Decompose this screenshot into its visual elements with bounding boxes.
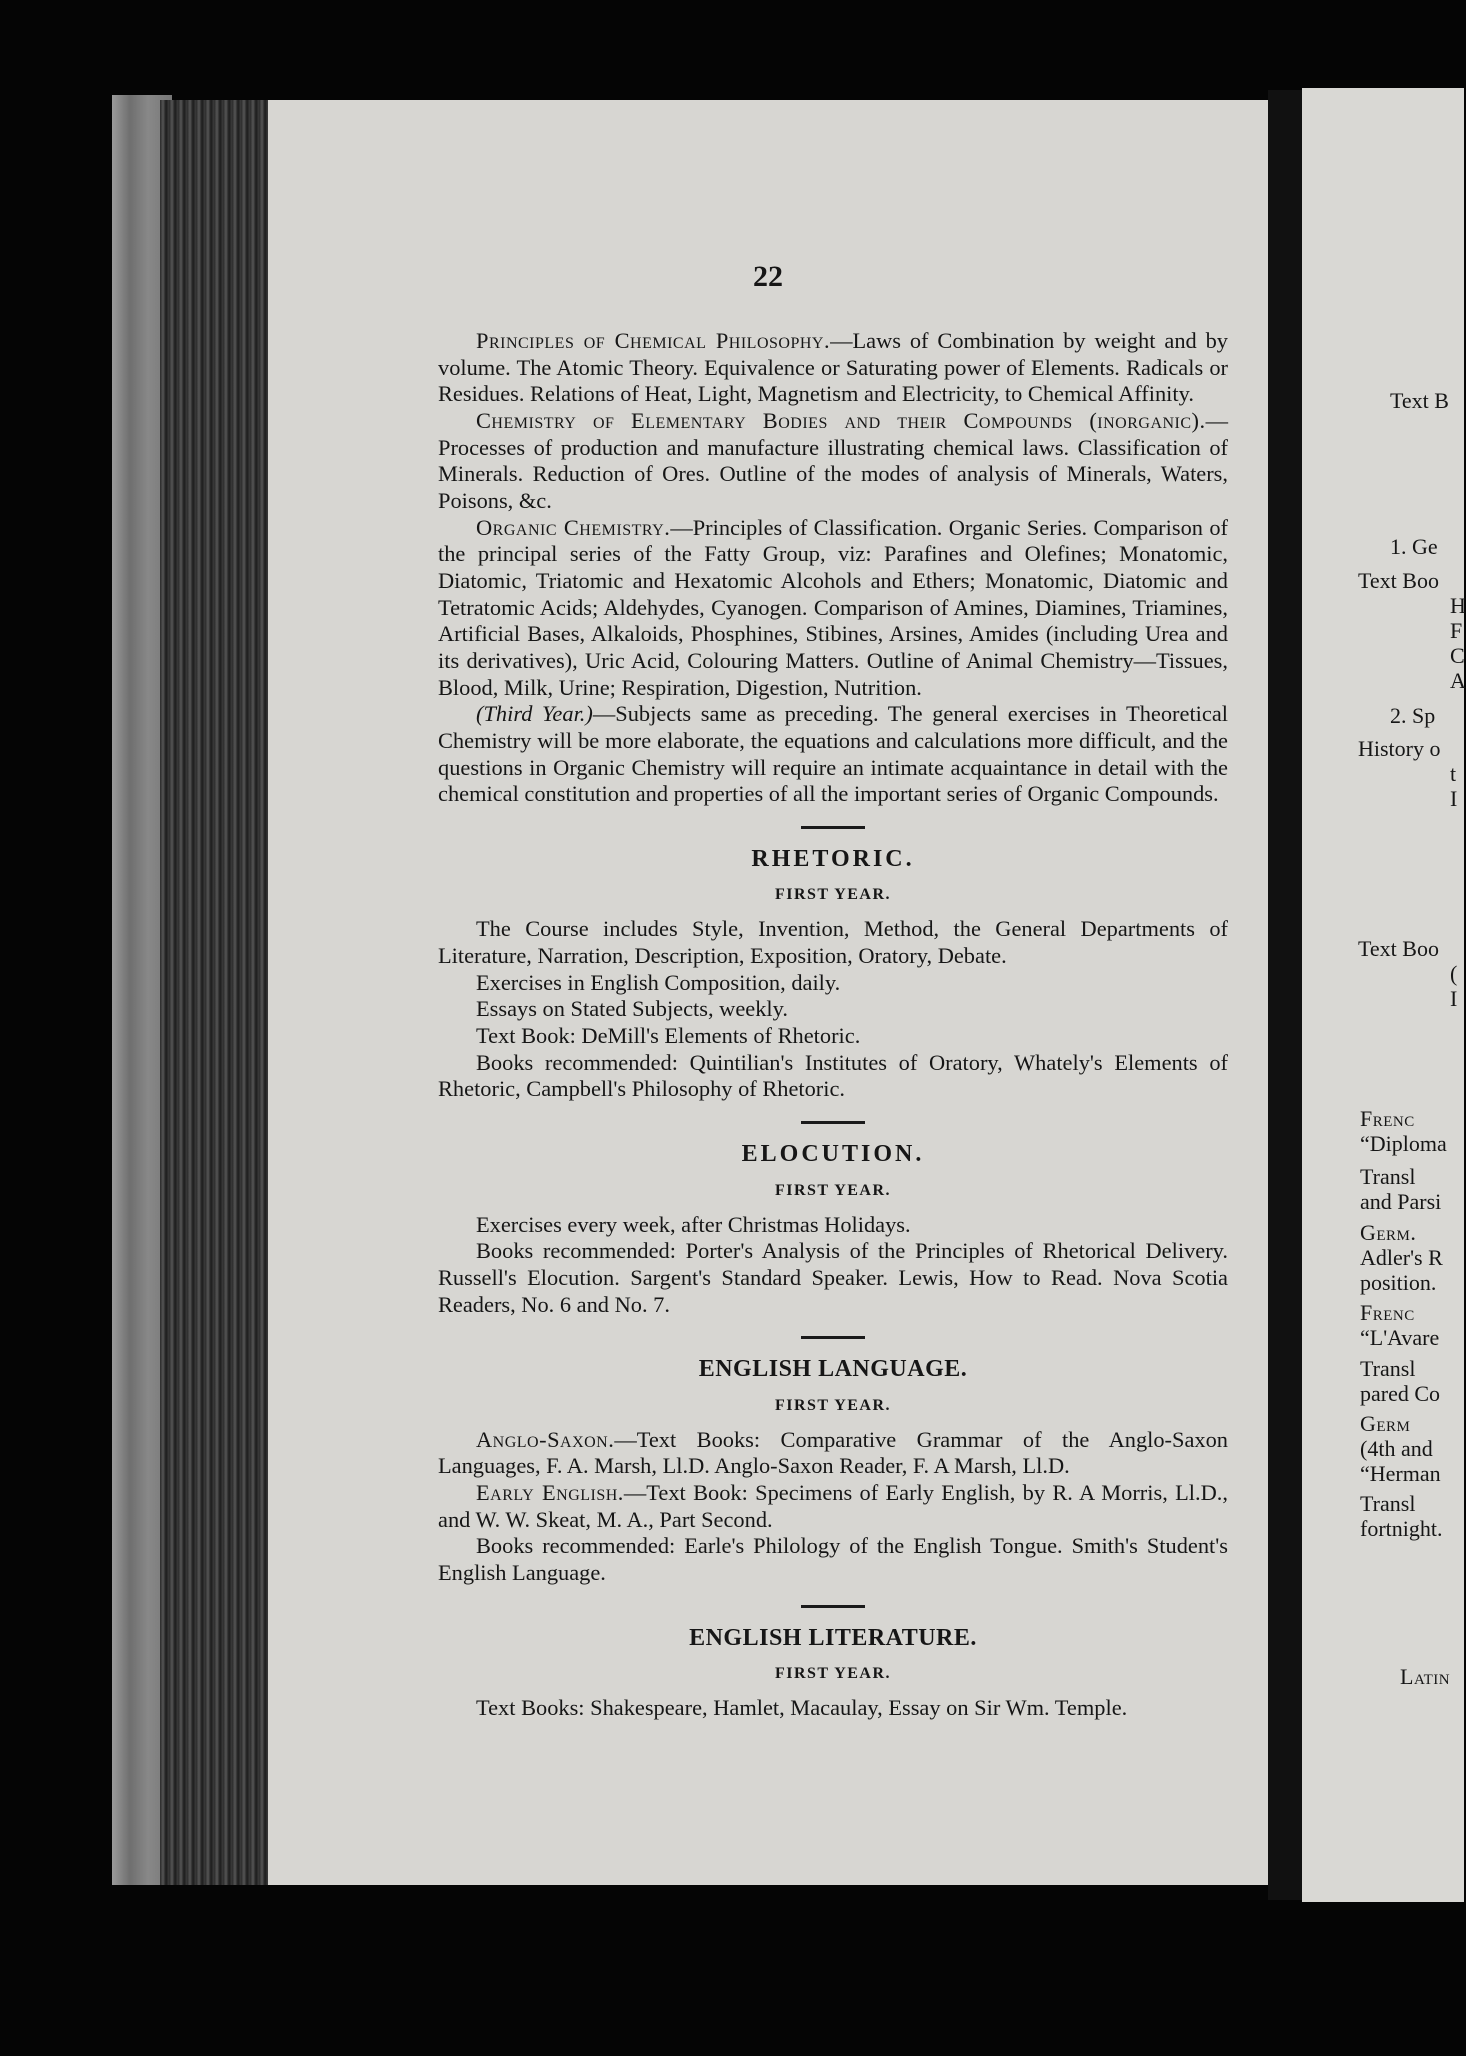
- right-page-line: 1. Ge: [1390, 534, 1438, 559]
- chem-paragraph-2: [438, 408, 1228, 515]
- anglo-saxon-body: —Text Books: Comparative Grammar of the Anglo-Saxon Languages, F. A. Marsh, Ll.D. Anglo-Saxon Reader, F. A Marsh, Ll.D.: [438, 1426, 1228, 1479]
- english-language-year: FIRST YEAR.: [774, 1396, 892, 1414]
- book-gutter: [1268, 90, 1302, 1900]
- section-divider: [801, 1336, 865, 1339]
- right-page-line: Frenc: [1360, 1106, 1415, 1131]
- elocution-line: Books recommended: Porter's Analysis of the Principles of Rhetorical Delivery. Russell's Elocution. Sargent's Standard Speaker. Lewis, How to Read. Nova Scotia Readers, No. 6 and No. 7.: [438, 1238, 1228, 1317]
- early-english-body: —Text Book: Specimens of Early English, by R. A Morris, Ll.D., and W. W. Skeat, M. A., Part Second.: [438, 1480, 1228, 1532]
- right-page-line: and Parsi: [1360, 1189, 1442, 1214]
- right-page-line: “Diploma: [1360, 1131, 1447, 1156]
- right-page-line: Text Boo: [1358, 568, 1439, 593]
- right-page-line: Frenc: [1360, 1300, 1415, 1325]
- right-page-line: pared Co: [1360, 1381, 1441, 1406]
- right-page-line: Text Boo: [1358, 936, 1439, 961]
- rhetoric-line: Text Book: DeMill's Elements of Rhetoric.: [476, 1023, 861, 1049]
- chem-paragraph-4: [438, 701, 1228, 808]
- rhetoric-line: The Course includes Style, Invention, Method, the General Departments of Literature, Narration, Description, Exposition, Oratory, Debate.: [438, 916, 1228, 969]
- chem-p1-body: —Laws of Combination by weight and by volume. The Atomic Theory. Equivalence or Saturating power of Elements. Radicals or Residues. Relations of Heat, Light, Magnetism and Electricity, to Chemical Affinity.: [438, 328, 1229, 407]
- rhetoric-heading: RHETORIC.: [751, 845, 915, 872]
- left-page: [268, 100, 1268, 1885]
- right-page-line: “L'Avare: [1360, 1325, 1440, 1350]
- page-stack-edge: [160, 100, 270, 1885]
- english-language-heading: ENGLISH LANGUAGE.: [698, 1356, 968, 1383]
- early-english-head: Early English.: [476, 1480, 624, 1506]
- right-page-line: Transl: [1360, 1491, 1416, 1516]
- right-page-line: t: [1450, 761, 1457, 786]
- right-page-line: I: [1450, 786, 1458, 811]
- rhetoric-line: Exercises in English Composition, daily.: [476, 969, 841, 995]
- right-page-line: Text B: [1390, 388, 1449, 413]
- page-number: 22: [753, 260, 783, 293]
- chem-p2-head: Chemistry of Elementary Bodies and their Compounds (inorganic).: [476, 407, 1206, 433]
- right-page-line: fortnight.: [1360, 1516, 1443, 1541]
- right-page-line: “Herman: [1360, 1461, 1441, 1486]
- section-divider: [801, 1121, 865, 1124]
- chem-paragraph-3: [438, 515, 1228, 702]
- right-page-line: Germ.: [1360, 1220, 1417, 1245]
- right-page-line: Latin: [1400, 1664, 1451, 1689]
- english-language-paragraph-3: Books recommended: Earle's Philology of the English Tongue. Smith's Student's English Language.: [438, 1533, 1228, 1586]
- right-page-line: Adler's R: [1360, 1245, 1443, 1270]
- right-page-line: (4th and: [1360, 1436, 1433, 1461]
- right-page-line: Transl: [1360, 1356, 1416, 1381]
- elocution-heading: ELOCUTION.: [741, 1140, 925, 1167]
- chem-p4-head: (Third Year.): [476, 701, 593, 727]
- right-page-line: C: [1450, 643, 1465, 668]
- right-page-line: H: [1450, 593, 1466, 618]
- right-page-line: 2. Sp: [1390, 703, 1436, 728]
- chem-p2-body: —Processes of production and manufacture illustrating chemical laws. Classification of Minerals. Reduction of Ores. Outline of the modes of analysis of Minerals, Waters, Poisons, &c.: [438, 407, 1228, 513]
- english-literature-year: FIRST YEAR.: [774, 1665, 892, 1683]
- chem-paragraph-1: [438, 328, 1228, 408]
- right-page-fragment: [1302, 88, 1464, 1902]
- page-content: [438, 328, 1228, 1722]
- chem-p4-body: —Subjects same as preceding. The general exercises in Theoretical Chemistry will be more elaborate, the equations and calculations more difficult, and the questions in Organic Chemistry will require an intimate acquaintance in detail with the chemical constitution and properties of all the important series of Organic Compounds.: [438, 701, 1228, 807]
- rhetoric-year: FIRST YEAR.: [774, 886, 892, 904]
- anglo-saxon-head: Anglo-Saxon.: [476, 1426, 615, 1452]
- right-page-line: F: [1450, 618, 1463, 643]
- chem-p3-head: Organic Chemistry.: [476, 514, 671, 540]
- english-literature-paragraph: Text Books: Shakespeare, Hamlet, Macaulay, Essay on Sir Wm. Temple.: [476, 1695, 1128, 1721]
- right-page-line: (: [1450, 961, 1458, 986]
- rhetoric-line: Essays on Stated Subjects, weekly.: [476, 996, 788, 1022]
- english-literature-heading: ENGLISH LITERATURE.: [689, 1624, 977, 1651]
- right-page-line: Transl: [1360, 1164, 1416, 1189]
- elocution-line: Exercises every week, after Christmas Holidays.: [476, 1211, 911, 1237]
- right-page-line: position.: [1360, 1270, 1437, 1295]
- chem-p1-head: Principles of Chemical Philosophy.: [476, 328, 831, 353]
- chem-p3-body: —Principles of Classification. Organic Series. Comparison of the principal series of the Fatty Group, viz: Parafines and Olefines; Monatomic, Diatomic, Triatomic and Hexatomic Alcohols and Ethers; Monatomic, Diatomic and Tetratomic Acids; Aldehydes, Cyanogen. Comparison of Amines, Diamines, Triamines, Artificial Bases, Alkaloids, Phosphines, Stibines, Arsines, Amides (including Urea and its derivatives), Uric Acid, Colouring Matters. Outline of Animal Chemistry—Tissues, Blood, Milk, Urine; Respiration, Digestion, Nutrition.: [438, 514, 1228, 700]
- english-language-paragraph-1: [438, 1427, 1228, 1480]
- english-language-paragraph-2: [438, 1480, 1228, 1533]
- rhetoric-line: Books recommended: Quintilian's Institutes of Oratory, Whately's Elements of Rhetoric, Campbell's Philosophy of Rhetoric.: [438, 1049, 1228, 1102]
- right-page-line: I: [1450, 986, 1458, 1011]
- elocution-year: FIRST YEAR.: [774, 1181, 892, 1199]
- section-divider: [801, 826, 865, 829]
- right-page-line: Germ: [1360, 1411, 1411, 1436]
- right-page-line: A: [1450, 668, 1466, 693]
- right-page-line: History o: [1358, 736, 1441, 761]
- section-divider: [801, 1605, 865, 1608]
